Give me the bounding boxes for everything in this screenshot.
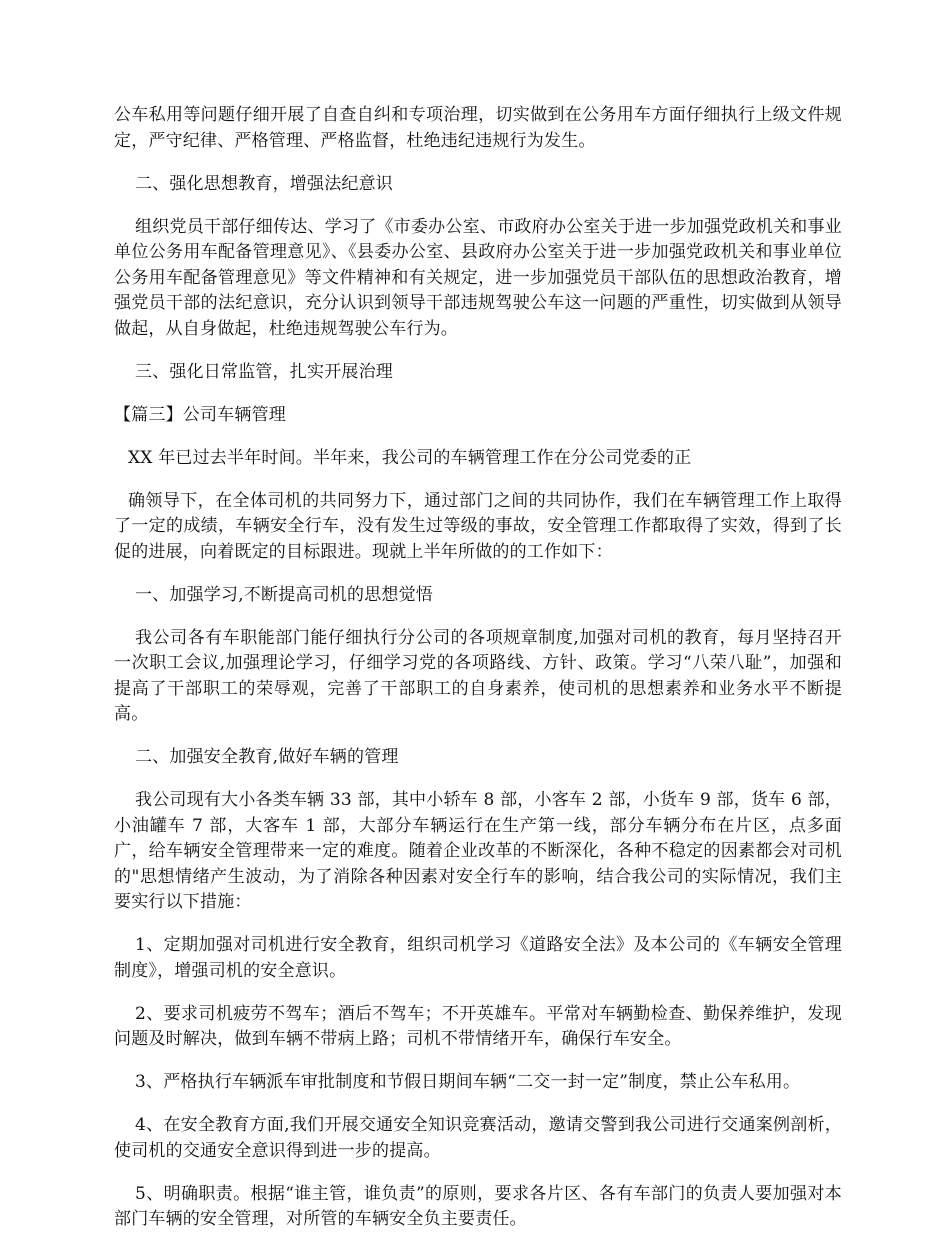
paragraph-education-detail: 组织党员干部仔细传达、学习了《市委办公室、市政府办公室关于进一步加强党政机关和事业单位公务用车配备管理意见》、《县委办公室、县政府办公室关于进一步加强党政机关和事业单位公务用车配备管理意见》等文件精神和有关规定，进一步加强党员干部队伍的思想政治教育，增强党员干部的法纪意识，充分认识到领导干部违规驾驶公车这一问题的严重性，切实做到从领导做起，从自身做起，杜绝违规驾驶公车行为。 <box>114 216 842 339</box>
document-page <box>114 103 842 1250</box>
heading-strengthen-study: 一、加强学习,不断提高司机的思想觉悟 <box>135 584 434 605</box>
heading-safety-education: 二、加强安全教育,做好车辆的管理 <box>135 747 399 767</box>
paragraph-achievements: 确领导下，在全体司机的共同努力下，通过部门之间的共同协作，我们在车辆管理工作上取得了一定的成绩，车辆安全行车，没有发生过等级的事故，安全管理工作都取得了实效，得到了长促的进展，向着既定的目标跟进。现就上半年所做的的工作如下： <box>114 490 842 562</box>
paragraph-study-detail: 我公司各有车职能部门能仔细执行分公司的各项规章制度,加强对司机的教育，每月坚持召开一次职工会议,加强理论学习，仔细学习党的各项路线、方针、政策。学习“八荣八耻”，加强和提高了干部职工的荣辱观，完善了干部职工的自身素养，使司机的思想素养和业务水平不断提高。 <box>114 627 842 724</box>
list-item-measure-4: 4、在安全教育方面,我们开展交通安全知识竞赛活动，邀请交警到我公司进行交通案例剖析，使司机的交通安全意识得到进一步的提高。 <box>114 1115 842 1161</box>
section-title-part-three: 【篇三】公司车辆管理 <box>114 404 286 425</box>
heading-daily-supervision: 三、强化日常监管，扎实开展治理 <box>135 361 393 382</box>
paragraph-continuation: 公车私用等问题仔细开展了自查自纠和专项治理，切实做到在公务用车方面仔细执行上级文件规定，严守纪律、严格管理、严格监督，杜绝违纪违规行为发生。 <box>114 105 842 151</box>
list-item-measure-3: 3、严格执行车辆派车审批制度和节假日期间车辆“二交一封一定”制度，禁止公车私用。 <box>135 1072 801 1092</box>
paragraph-half-year-intro: XX 年已过去半年时间。半年来，我公司的车辆管理工作在分公司党委的正 <box>128 447 692 468</box>
heading-strengthen-education: 二、强化思想教育，增强法纪意识 <box>135 173 393 194</box>
list-item-measure-2: 2、要求司机疲劳不驾车；酒后不驾车；不开英雄车。平常对车辆勤检查、勤保养维护，发现问题及时解决，做到车辆不带病上路；司机不带情绪开车，确保行车安全。 <box>114 1003 842 1049</box>
paragraph-vehicle-fleet: 我公司现有大小各类车辆 33 部，其中小轿车 8 部，小客车 2 部，小货车 9 部，货车 6 部，小油罐车 7 部，大客车 1 部，大部分车辆运行在生产第一线，部分车辆分布在片区，点多面广，给车辆安全管理带来一定的难度。随着企业改革的不断深化，各种不稳定的因素都会对司机的"思想情绪产生波动，为了消除各种因素对安全行车的影响，结合我公司的实际情况，我们主要实行以下措施： <box>114 790 842 912</box>
list-item-measure-1: 1、定期加强对司机进行安全教育，组织司机学习《道路安全法》及本公司的《车辆安全管理制度》，增强司机的安全意识。 <box>114 935 842 981</box>
list-item-measure-5: 5、明确职责。根据“谁主管，谁负责”的原则，要求各片区、各有车部门的负责人要加强对本部门车辆的安全管理，对所管的车辆安全负主要责任。 <box>114 1183 842 1229</box>
